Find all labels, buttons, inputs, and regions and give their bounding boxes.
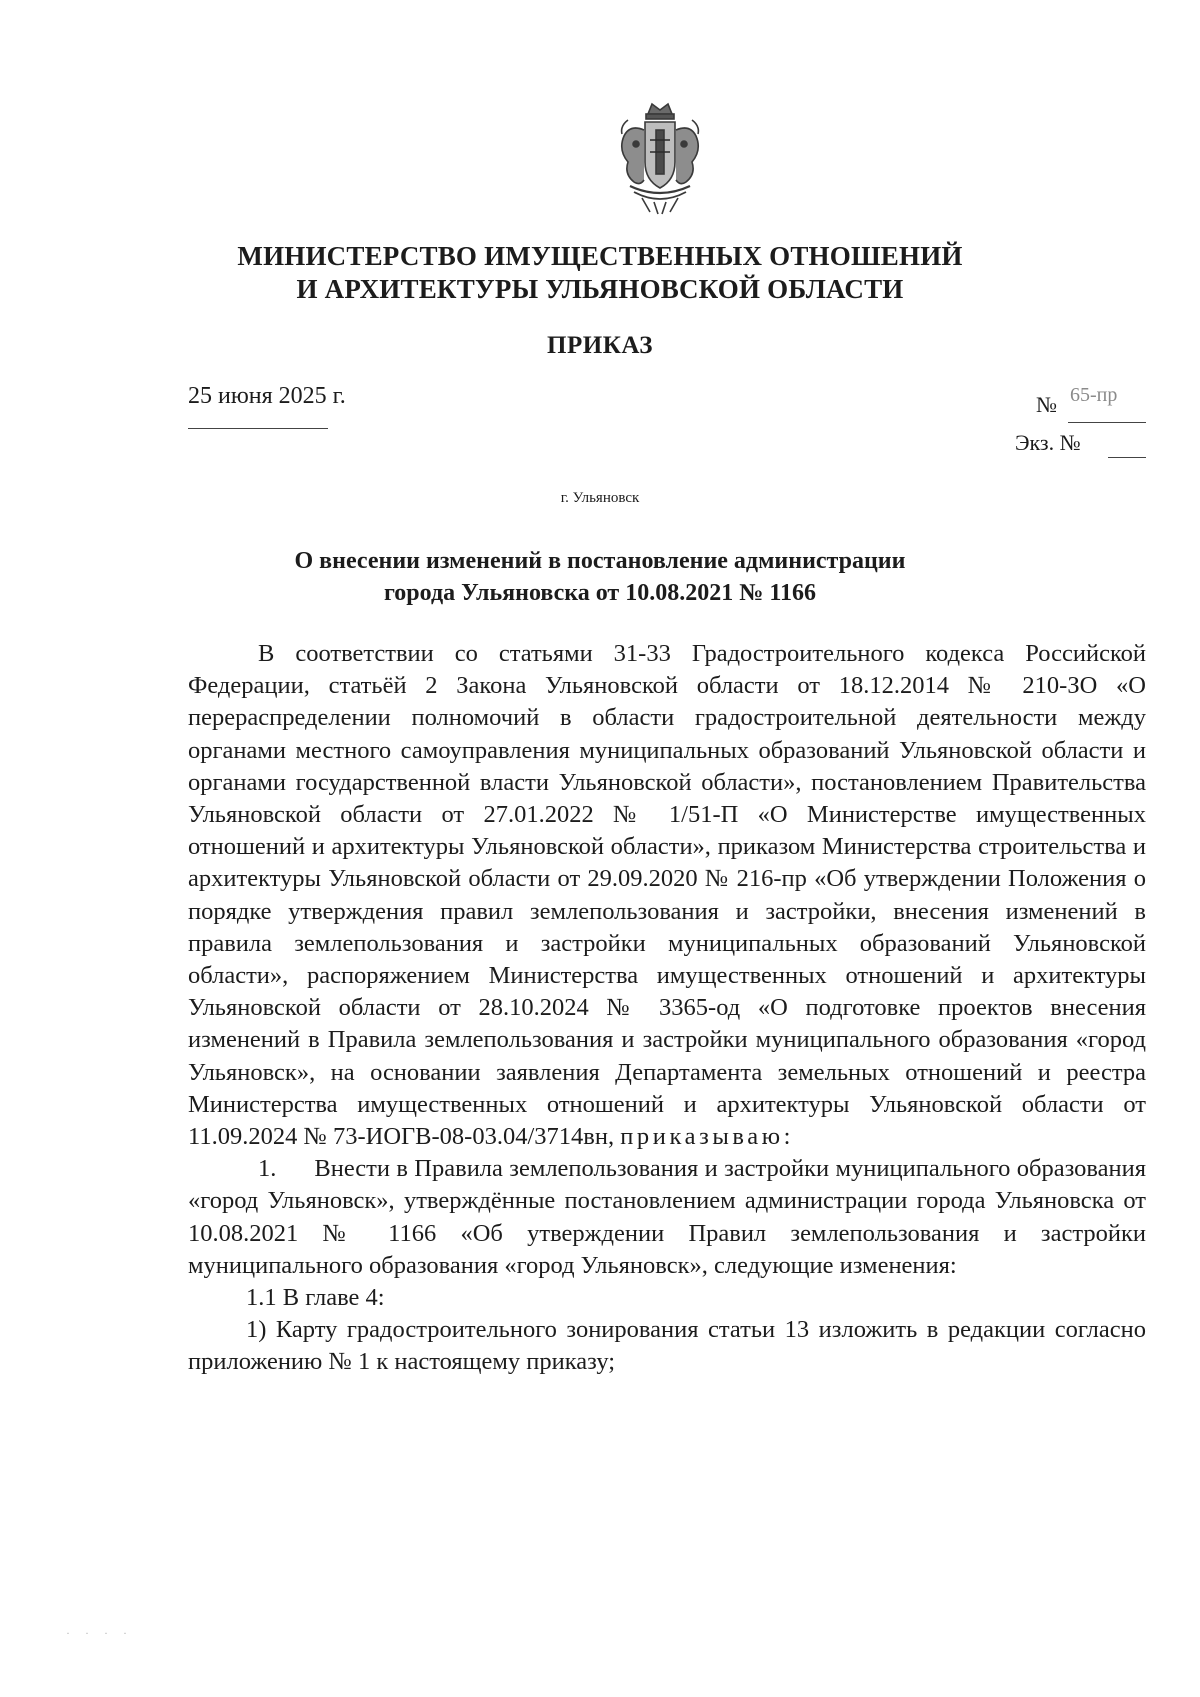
- order-date: 25 июня 2025 г.: [188, 383, 346, 409]
- scan-artifact: · · · ·: [66, 1626, 133, 1640]
- order-number-value: 65-пр: [1070, 384, 1118, 406]
- item-1-number: 1.: [258, 1155, 277, 1183]
- item-1-1-paragraph: 1.1 В главе 4:: [246, 1284, 385, 1312]
- ministry-name-line1: МИНИСТЕРСТВО ИМУЩЕСТВЕННЫХ ОТНОШЕНИЙ: [237, 241, 963, 271]
- preamble-paragraph: [188, 638, 1146, 1153]
- ministry-name-line2: И АРХИТЕКТУРЫ УЛЬЯНОВСКОЙ ОБЛАСТИ: [296, 274, 904, 304]
- preamble-text: В соответствии со статьями 31-33 Градостроительного кодекса Российской Федерации, статьёй 2 Закона Ульяновской области от 18.12.2014 № 210-ЗО «О перераспределении полномочий в области градостроительной деятельности между органами местного самоуправления муниципальных образований Ульяновской области и органами государственной власти Ульяновской области», постановлением Правительства Ульяновской области от 27.01.2022 № 1/51-П «О Министерстве имущественных отношений и архитектуры Ульяновской области», приказом Министерства строительства и архитектуры Ульяновской области от 29.09.2020 № 216-пр «Об утверждении Положения о порядке утверждения правил землепользования и застройки, внесения изменений в правила землепользования и застройки муниципальных образований Ульяновской области», распоряжением Министерства имущественных отношений и архитектуры Ульяновской области от 28.10.2024 № 3365-од «О подготовке проектов внесения изменений в Правила землепользования и застройки муниципального образования «город Ульяновск», на основании заявления Департамента земельных отношений и реестра Министерства имущественных отношений и архитектуры Ульяновской области от 11.09.2024 № 73-ИОГВ-08-03.04/3714вн,: [188, 640, 1146, 1151]
- order-subject-line1: О внесении изменений в постановление администрации: [294, 548, 906, 574]
- city-name: г. Ульяновск: [560, 490, 640, 506]
- item-1-paragraph: [188, 1153, 1146, 1282]
- copy-underline: [1108, 457, 1146, 458]
- order-word: приказываю:: [620, 1123, 795, 1151]
- item-1-text: Внести в Правила землепользования и застройки муниципального образования «город Ульяновск», утверждённые постановлением администрации города Ульяновска от 10.08.2021 № 1166 «Об утверждении Правил землепользования и застройки муниципального образования «город Ульяновск», следующие изменения:: [188, 1155, 1146, 1279]
- copy-number-label: Экз. №: [1015, 430, 1081, 455]
- number-underline: [1068, 422, 1146, 423]
- coat-of-arms-emblem: [610, 100, 710, 218]
- date-underline: [188, 428, 328, 429]
- document-type: ПРИКАЗ: [547, 332, 653, 359]
- ministry-name: [0, 240, 1200, 306]
- order-subject: [0, 545, 1200, 609]
- subitem-1-paragraph: 1) Карту градостроительного зонирования статьи 13 изложить в редакции согласно приложению № 1 к настоящему приказу;: [188, 1316, 1146, 1376]
- order-number-label: №: [1036, 392, 1057, 417]
- order-subject-line2: города Ульяновска от 10.08.2021 № 1166: [383, 580, 816, 606]
- order-body: [188, 638, 1146, 1379]
